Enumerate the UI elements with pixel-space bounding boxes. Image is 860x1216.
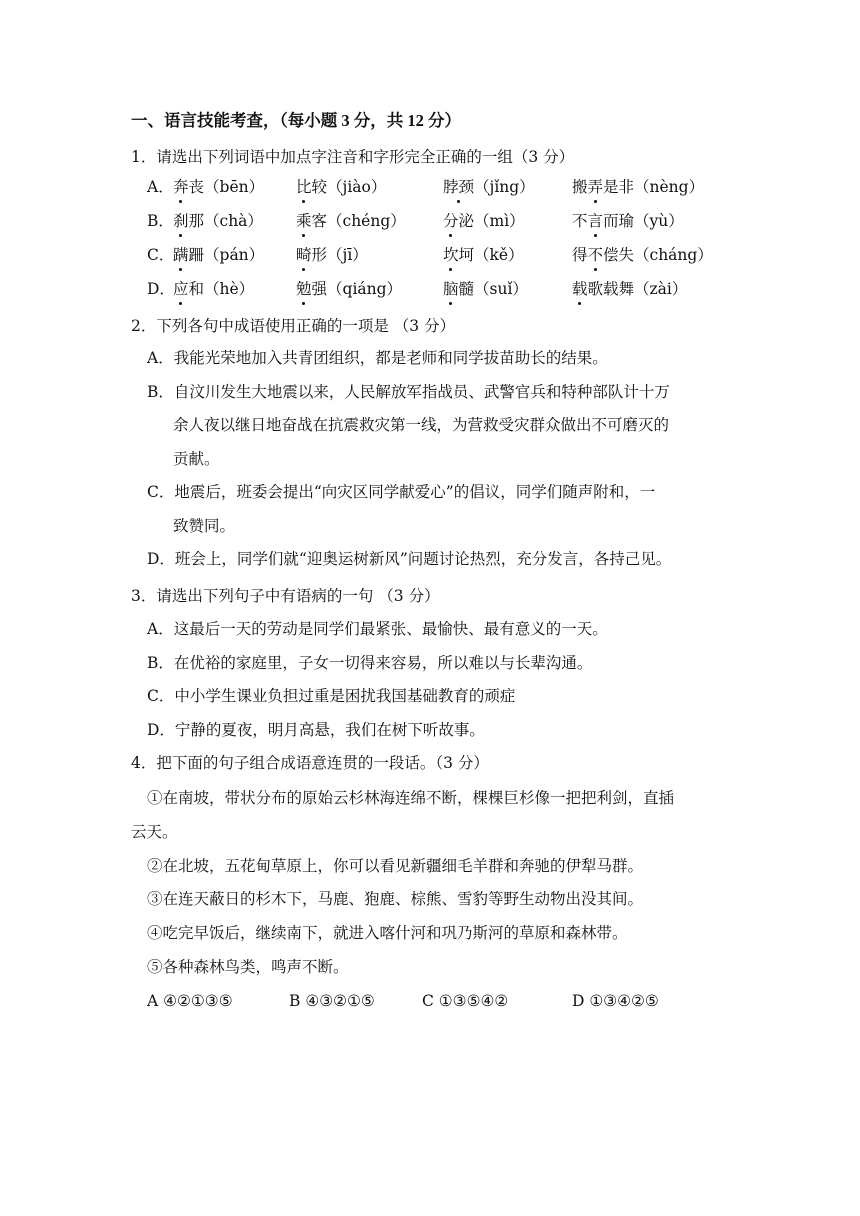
emphasized-char: 奔 [173, 178, 189, 196]
emphasized-char: 比 [296, 178, 312, 196]
question-1-option-c-label: C． [147, 246, 175, 264]
emphasized-char: 勉 [296, 280, 312, 298]
question-1-option-a-word-2 [296, 177, 386, 197]
section-title: 一、语言技能考查，（每小题 3 分，共 12 分） [131, 111, 461, 130]
emphasized-char: 畸 [296, 246, 312, 264]
question-1-option-a-word-3 [443, 177, 535, 197]
emphasized-char: 搬弄是 [572, 178, 619, 196]
question-4-stem: 4．把下面的句子组合成语意连贯的一段话。（3 分） [131, 754, 489, 772]
word-rest: 丧（bēn） [188, 178, 265, 196]
word-rest: 非（nèng） [618, 178, 705, 196]
question-1-option-d-word-2 [296, 279, 402, 299]
question-3-option-a: A．这最后一天的劳动是同学们最紧张、最愉快、最有意义的一天。 [147, 620, 608, 638]
emphasized-char: 得不偿 [572, 246, 619, 264]
question-1-option-d-word-4 [572, 279, 687, 299]
question-2-option-c-line2: 致赞同。 [173, 517, 236, 535]
question-4-option-a: A ④②①③⑤ [147, 992, 233, 1010]
question-2-option-d: D．班会上，同学们就“迎奥运树新风”问题讨论热烈，充分发言，各持己见。 [147, 550, 672, 568]
question-2-stem: 2．下列各句中成语使用正确的一项是 （3 分） [131, 317, 456, 335]
question-4-sentence-2: ②在北坡，五花甸草原上，你可以看见新疆细毛羊群和奔驰的伊犁马群。 [147, 857, 644, 875]
question-2-option-b-line2: 余人夜以继日地奋战在抗震救灾第一线，为营救受灾群众做出不可磨灭的 [173, 416, 670, 434]
word-rest: 髓（suǐ） [458, 280, 528, 298]
word-rest: （jǐng） [474, 178, 535, 196]
word-rest: 形（jī） [311, 246, 368, 264]
question-1-option-b-word-4 [572, 211, 684, 231]
word-rest: 较（jiào） [311, 178, 387, 196]
question-3-option-c: C．中小学生课业负担过重是困扰我国基础教育的顽症 [147, 687, 516, 705]
word-rest: 瑜（yù） [618, 212, 684, 230]
question-1-option-d-word-3 [443, 279, 528, 299]
question-1-option-c-word-3 [443, 245, 524, 265]
question-4-option-d: D ①③④②⑤ [572, 992, 659, 1010]
word-rest: 失（cháng） [618, 246, 713, 264]
question-4-option-b: B ④③②①⑤ [289, 992, 375, 1010]
question-3-option-b: B．在优裕的家庭里，子女一切得来容易，所以难以与长辈沟通。 [147, 654, 593, 672]
emphasized-char: 不言而 [572, 212, 619, 230]
question-4-sentence-5: ⑤各种森林鸟类，鸣声不断。 [147, 958, 349, 976]
emphasized-char: 乘 [296, 212, 312, 230]
question-1-option-a-label: A． [147, 178, 174, 196]
question-4-option-c: C ①③⑤④② [422, 992, 509, 1010]
emphasized-char: 脖颈 [443, 178, 475, 196]
emphasized-char: 脑 [443, 280, 459, 298]
question-4-sentence-1-line1: ①在南坡，带状分布的原始云杉林海连绵不断，棵棵巨杉像一把把利剑，直插 [147, 789, 675, 807]
emphasized-char: 坎 [443, 246, 459, 264]
question-4-sentence-4: ④吃完早饭后，继续南下，就进入喀什河和巩乃斯河的草原和森林带。 [147, 924, 628, 942]
question-3-option-d: D．宁静的夏夜，明月高悬，我们在树下听故事。 [147, 721, 485, 739]
question-2-option-b-line3: 贡献。 [173, 450, 220, 468]
question-2-option-b-line1: B．自汶川发生大地震以来，人民解放军指战员、武警官兵和特种部队计十万 [147, 383, 670, 401]
question-2-option-a: A．我能光荣地加入共青团组织，都是老师和同学拔苗助长的结果。 [147, 349, 608, 367]
word-rest: 那（chà） [188, 212, 263, 230]
question-1-option-a-word-1 [173, 177, 264, 197]
word-rest: 强（qiáng） [311, 280, 403, 298]
emphasized-char: 蹒 [173, 246, 189, 264]
question-1-option-d-label: D． [147, 280, 175, 298]
word-rest: 客（chéng） [311, 212, 406, 230]
question-1-stem: 1．请选出下列词语中加点字注音和字形完全正确的一组（3 分） [131, 148, 575, 166]
word-rest: 泌（mì） [458, 212, 525, 230]
emphasized-char: 载 [572, 280, 588, 298]
word-rest: 歌载舞（zài） [587, 280, 688, 298]
question-2-option-c-line1: C．地震后，班委会提出“向灾区同学献爱心”的倡议，同学们随声附和，一 [147, 483, 656, 501]
question-1-option-c-word-2 [296, 245, 368, 265]
word-rest: 和（hè） [188, 280, 255, 298]
emphasized-char: 分 [443, 212, 459, 230]
question-4-sentence-3: ③在连天蔽日的杉木下，马鹿、狍鹿、棕熊、雪豹等野生动物出没其间。 [147, 890, 644, 908]
question-1-option-a-word-4 [572, 177, 704, 197]
word-rest: 坷（kě） [458, 246, 524, 264]
question-4-sentence-1-line2: 云天。 [131, 823, 178, 841]
question-1-option-b-label: B． [147, 212, 174, 230]
question-3-stem: 3．请选出下列句子中有语病的一句 （3 分） [131, 587, 440, 605]
question-1-option-c-word-4 [572, 245, 713, 265]
emphasized-char: 应 [173, 280, 189, 298]
emphasized-char: 刹 [173, 212, 189, 230]
question-1-option-c-word-1 [173, 245, 264, 265]
question-1-option-b-word-2 [296, 211, 406, 231]
question-1-option-b-word-3 [443, 211, 525, 231]
question-1-option-b-word-1 [173, 211, 263, 231]
question-1-option-d-word-1 [173, 279, 254, 299]
word-rest: 跚（pán） [188, 246, 265, 264]
